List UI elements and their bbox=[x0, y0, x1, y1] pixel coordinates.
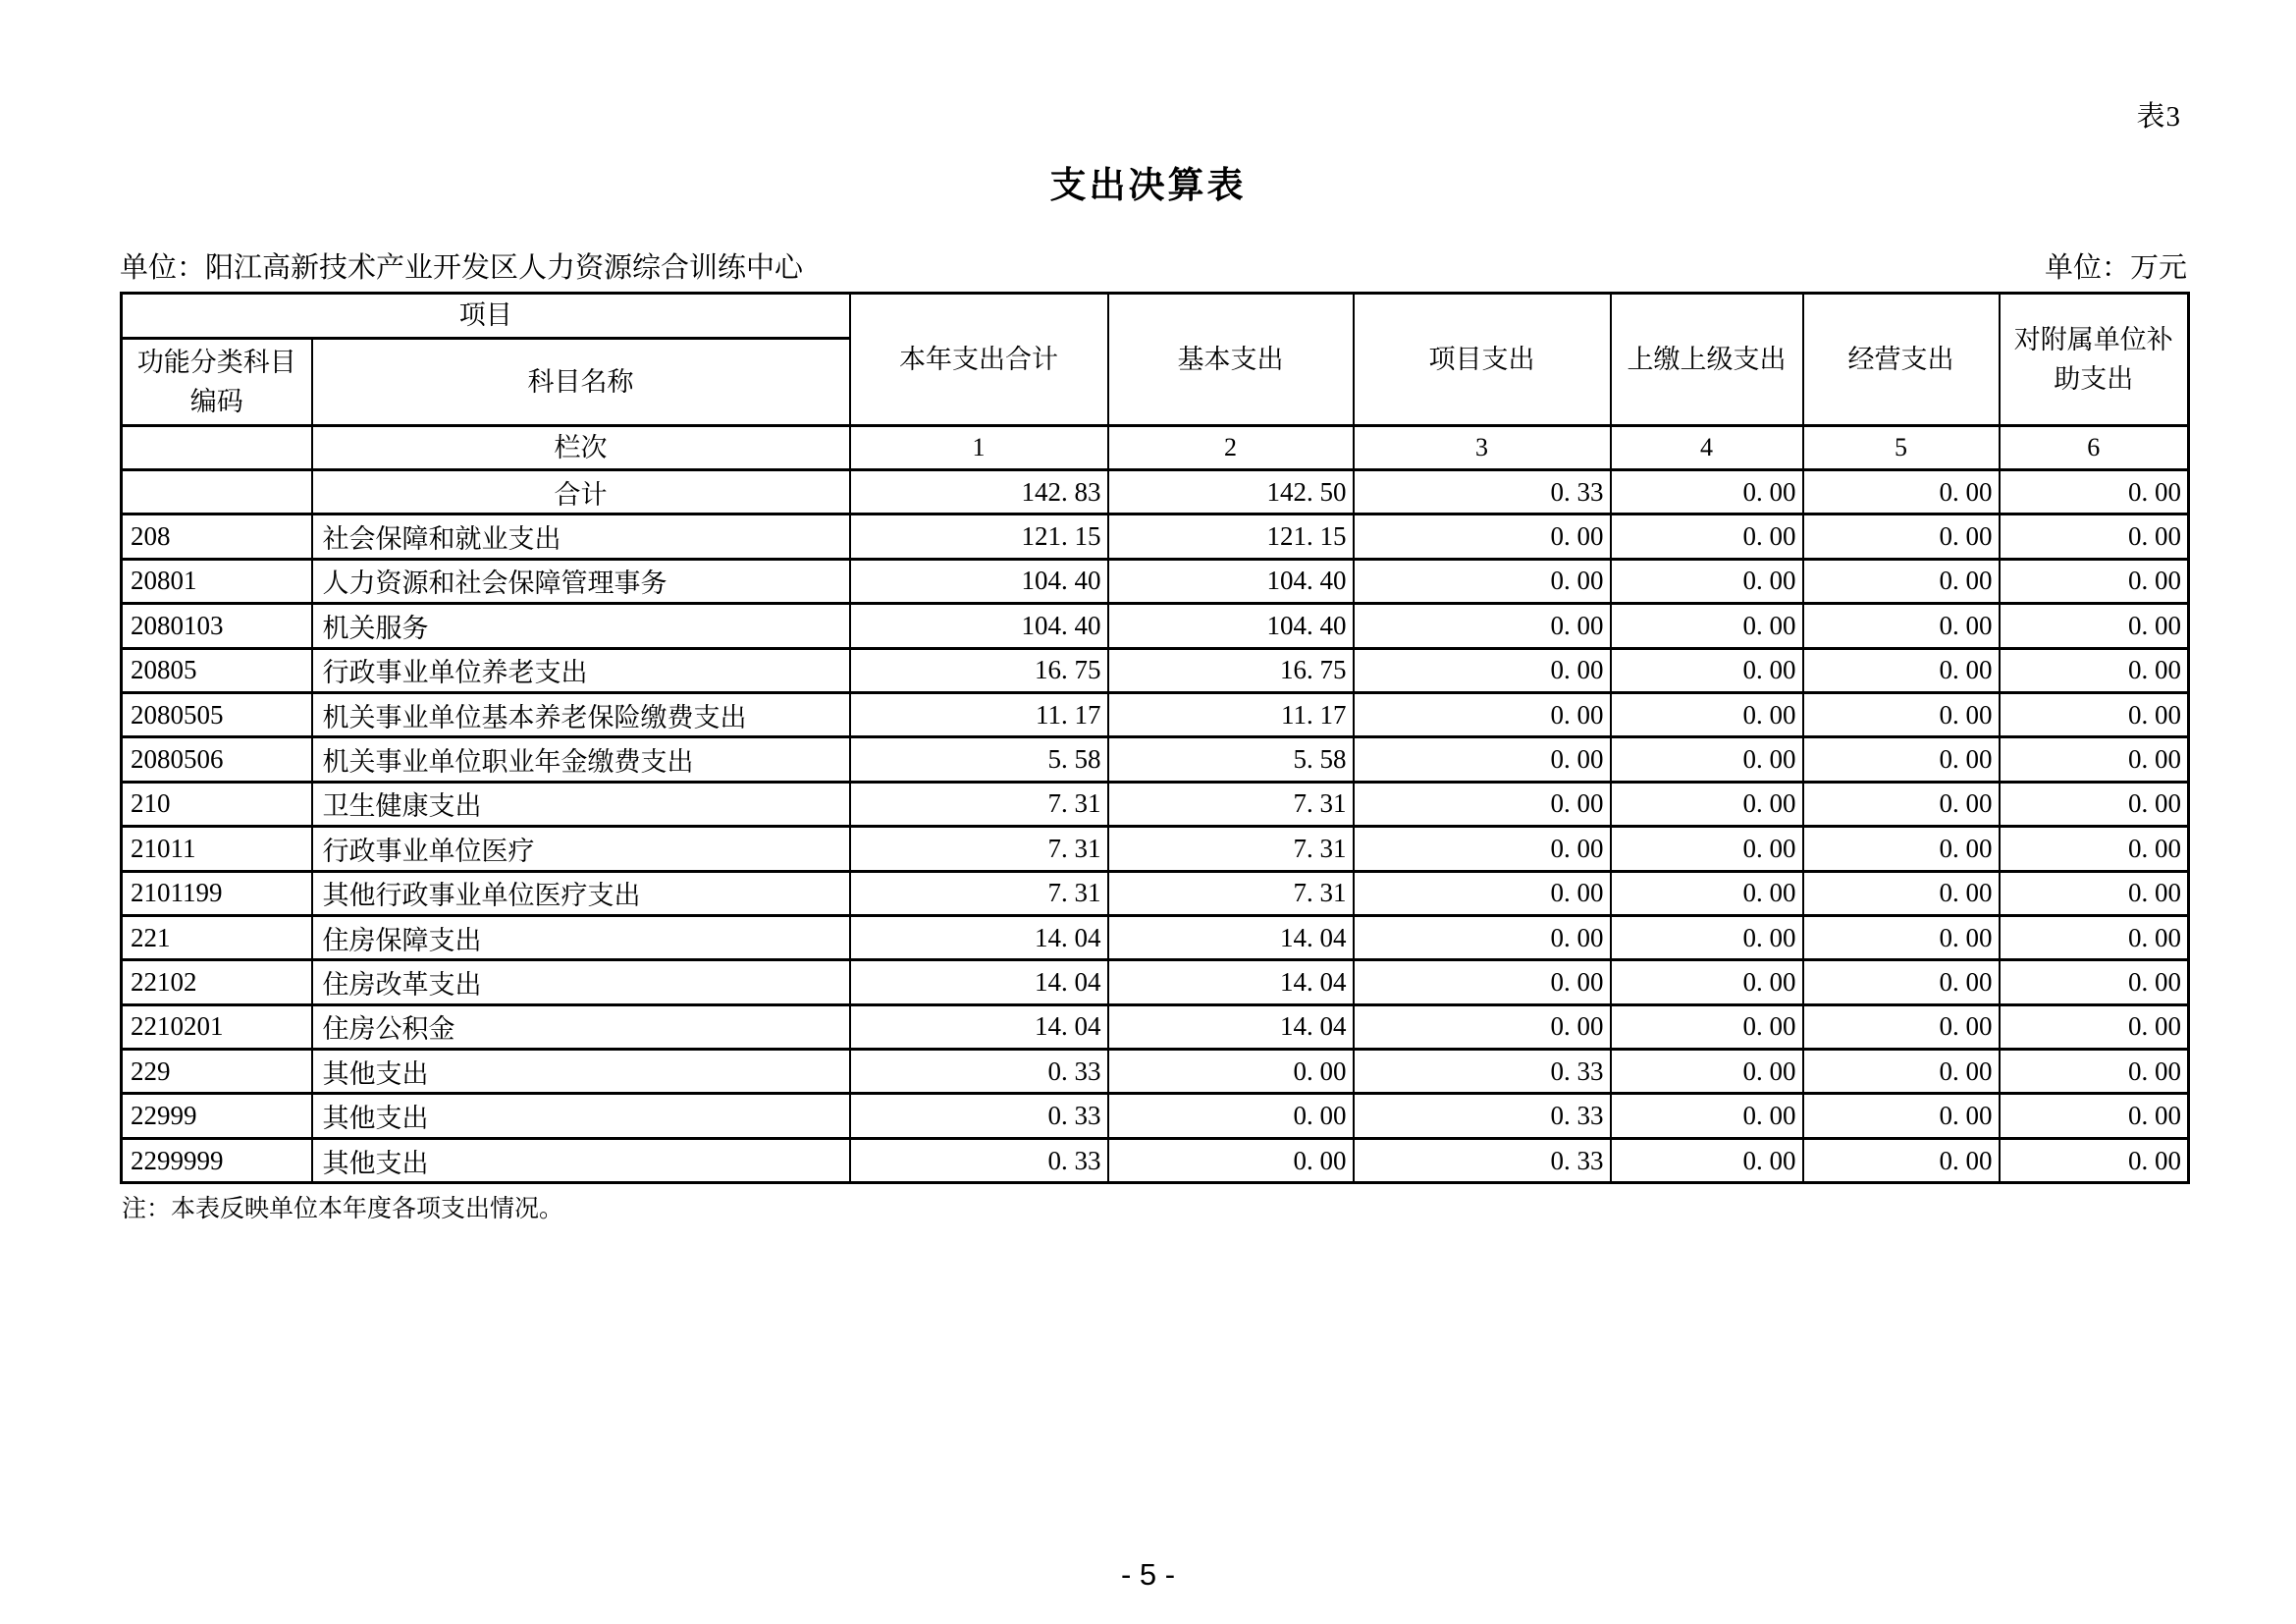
cell-subject-name: 机关事业单位职业年金缴费支出 bbox=[312, 737, 850, 782]
table-row bbox=[122, 648, 2189, 692]
cell-code: 21011 bbox=[122, 827, 312, 871]
unit-row bbox=[120, 245, 2187, 286]
cell-value: 0. 00 bbox=[1611, 782, 1803, 826]
cell-code: 20805 bbox=[122, 648, 312, 692]
cell-value: 0. 00 bbox=[2000, 737, 2189, 782]
cell-value: 0. 00 bbox=[2000, 827, 2189, 871]
cell-subject-name: 住房保障支出 bbox=[312, 915, 850, 959]
header-col-upturn: 上缴上级支出 bbox=[1611, 294, 1803, 426]
header-col-basic: 基本支出 bbox=[1108, 294, 1354, 426]
cell-value: 0. 00 bbox=[1354, 827, 1611, 871]
table-row bbox=[122, 604, 2189, 648]
table-row bbox=[122, 1004, 2189, 1049]
cell-value: 0. 00 bbox=[1803, 692, 2000, 736]
cell-value: 0. 00 bbox=[1611, 960, 1803, 1004]
cell-value: 14. 04 bbox=[850, 960, 1108, 1004]
cell-value: 7. 31 bbox=[1108, 871, 1354, 915]
cell-value: 0. 00 bbox=[1803, 1094, 2000, 1138]
cell-value: 11. 17 bbox=[1108, 692, 1354, 736]
cell-value: 0. 33 bbox=[850, 1094, 1108, 1138]
cell-value: 16. 75 bbox=[850, 648, 1108, 692]
cell-subject-name: 人力资源和社会保障管理事务 bbox=[312, 559, 850, 603]
cell-value: 0. 00 bbox=[1611, 514, 1803, 559]
lanci-number: 2 bbox=[1108, 426, 1354, 470]
cell-value: 0. 33 bbox=[1354, 1094, 1611, 1138]
cell-value: 0. 00 bbox=[1803, 737, 2000, 782]
cell-value: 0. 00 bbox=[1803, 559, 2000, 603]
cell-value: 0. 33 bbox=[850, 1138, 1108, 1182]
cell-value: 0. 00 bbox=[2000, 514, 2189, 559]
cell-value: 0. 00 bbox=[1611, 559, 1803, 603]
cell-value: 0. 00 bbox=[1354, 960, 1611, 1004]
cell-value: 0. 00 bbox=[1803, 960, 2000, 1004]
cell-code: 2080506 bbox=[122, 737, 312, 782]
cell-value: 0. 00 bbox=[1803, 782, 2000, 826]
lanci-empty-cell bbox=[122, 426, 312, 470]
cell-value: 11. 17 bbox=[850, 692, 1108, 736]
cell-value: 0. 00 bbox=[1354, 1004, 1611, 1049]
cell-value: 14. 04 bbox=[1108, 960, 1354, 1004]
table-row bbox=[122, 737, 2189, 782]
cell-subject-name: 行政事业单位医疗 bbox=[312, 827, 850, 871]
table-row bbox=[122, 827, 2189, 871]
cell-subject-name: 其他支出 bbox=[312, 1094, 850, 1138]
cell-value: 0. 00 bbox=[1803, 1138, 2000, 1182]
page-number: - 5 - bbox=[1120, 1557, 1176, 1592]
cell-value: 0. 00 bbox=[2000, 960, 2189, 1004]
cell-value: 0. 00 bbox=[2000, 648, 2189, 692]
lanci-number: 3 bbox=[1354, 426, 1611, 470]
cell-value: 104. 40 bbox=[850, 604, 1108, 648]
table-row bbox=[122, 871, 2189, 915]
cell-value: 0. 33 bbox=[850, 1050, 1108, 1094]
cell-value: 0. 00 bbox=[1611, 915, 1803, 959]
header-col-operating: 经营支出 bbox=[1803, 294, 2000, 426]
header-code: 功能分类科目编码 bbox=[122, 339, 312, 426]
cell-value: 0. 00 bbox=[1354, 648, 1611, 692]
cell-value: 0. 00 bbox=[1803, 871, 2000, 915]
cell-value: 0. 00 bbox=[1803, 648, 2000, 692]
cell-value: 14. 04 bbox=[850, 1004, 1108, 1049]
table-row bbox=[122, 915, 2189, 959]
cell-code: 22999 bbox=[122, 1094, 312, 1138]
cell-value: 0. 00 bbox=[1803, 470, 2000, 514]
lanci-number: 6 bbox=[2000, 426, 2189, 470]
cell-value: 0. 00 bbox=[1354, 737, 1611, 782]
cell-code bbox=[122, 470, 312, 514]
cell-value: 0. 00 bbox=[2000, 1094, 2189, 1138]
page-title: 支出决算表 bbox=[1049, 165, 1247, 205]
table-row bbox=[122, 960, 2189, 1004]
header-col-project-exp: 项目支出 bbox=[1354, 294, 1611, 426]
table-row bbox=[122, 514, 2189, 559]
cell-value: 0. 00 bbox=[1611, 692, 1803, 736]
table-note: 注：本表反映单位本年度各项支出情况。 bbox=[122, 1196, 564, 1222]
cell-subject-name: 机关服务 bbox=[312, 604, 850, 648]
cell-code: 2101199 bbox=[122, 871, 312, 915]
unit-measure-label: 单位：万元 bbox=[2044, 252, 2187, 284]
table-row bbox=[122, 1050, 2189, 1094]
cell-code: 20801 bbox=[122, 559, 312, 603]
cell-value: 5. 58 bbox=[850, 737, 1108, 782]
cell-value: 0. 00 bbox=[2000, 1004, 2189, 1049]
expenditure-table bbox=[120, 292, 2190, 1184]
cell-subject-name: 行政事业单位养老支出 bbox=[312, 648, 850, 692]
cell-value: 0. 00 bbox=[1354, 915, 1611, 959]
cell-value: 0. 00 bbox=[1354, 782, 1611, 826]
table-tag: 表3 bbox=[2136, 101, 2181, 133]
cell-subject-name: 其他行政事业单位医疗支出 bbox=[312, 871, 850, 915]
cell-value: 0. 00 bbox=[2000, 470, 2189, 514]
table-row bbox=[122, 692, 2189, 736]
cell-value: 0. 00 bbox=[1611, 1138, 1803, 1182]
cell-value: 142. 83 bbox=[850, 470, 1108, 514]
cell-value: 142. 50 bbox=[1108, 470, 1354, 514]
cell-value: 0. 33 bbox=[1354, 1138, 1611, 1182]
cell-value: 7. 31 bbox=[850, 782, 1108, 826]
cell-value: 7. 31 bbox=[850, 871, 1108, 915]
cell-value: 0. 00 bbox=[2000, 692, 2189, 736]
cell-value: 16. 75 bbox=[1108, 648, 1354, 692]
cell-value: 0. 00 bbox=[1611, 871, 1803, 915]
cell-value: 0. 00 bbox=[1611, 827, 1803, 871]
cell-subject-name: 住房公积金 bbox=[312, 1004, 850, 1049]
cell-code: 22102 bbox=[122, 960, 312, 1004]
header-row-project bbox=[122, 294, 2189, 339]
cell-value: 0. 00 bbox=[1611, 737, 1803, 782]
cell-value: 0. 00 bbox=[2000, 782, 2189, 826]
cell-value: 0. 00 bbox=[1108, 1050, 1354, 1094]
header-subject-name: 科目名称 bbox=[312, 339, 850, 426]
cell-value: 0. 00 bbox=[1611, 1094, 1803, 1138]
cell-code: 229 bbox=[122, 1050, 312, 1094]
cell-value: 5. 58 bbox=[1108, 737, 1354, 782]
cell-value: 0. 00 bbox=[1611, 1050, 1803, 1094]
header-col-subsidy: 对附属单位补助支出 bbox=[2000, 294, 2189, 426]
cell-subject-name: 其他支出 bbox=[312, 1138, 850, 1182]
cell-value: 0. 00 bbox=[2000, 871, 2189, 915]
cell-code: 2210201 bbox=[122, 1004, 312, 1049]
cell-value: 0. 00 bbox=[1803, 827, 2000, 871]
table-row bbox=[122, 782, 2189, 826]
cell-subject-name: 其他支出 bbox=[312, 1050, 850, 1094]
cell-code: 210 bbox=[122, 782, 312, 826]
cell-code: 2080505 bbox=[122, 692, 312, 736]
lanci-number: 5 bbox=[1803, 426, 2000, 470]
cell-value: 0. 33 bbox=[1354, 470, 1611, 514]
cell-value: 14. 04 bbox=[1108, 1004, 1354, 1049]
cell-code: 208 bbox=[122, 514, 312, 559]
cell-value: 0. 00 bbox=[1108, 1138, 1354, 1182]
cell-value: 121. 15 bbox=[1108, 514, 1354, 559]
cell-code: 2299999 bbox=[122, 1138, 312, 1182]
cell-subject-name: 机关事业单位基本养老保险缴费支出 bbox=[312, 692, 850, 736]
cell-value: 0. 00 bbox=[2000, 604, 2189, 648]
cell-value: 0. 00 bbox=[1803, 604, 2000, 648]
table-row bbox=[122, 470, 2189, 514]
unit-name-label: 单位：阳江高新技术产业开发区人力资源综合训练中心 bbox=[120, 252, 804, 284]
cell-value: 104. 40 bbox=[850, 559, 1108, 603]
cell-code: 221 bbox=[122, 915, 312, 959]
cell-value: 0. 00 bbox=[1803, 514, 2000, 559]
cell-subject-name: 卫生健康支出 bbox=[312, 782, 850, 826]
cell-value: 0. 00 bbox=[1108, 1094, 1354, 1138]
cell-value: 14. 04 bbox=[1108, 915, 1354, 959]
cell-value: 0. 00 bbox=[1803, 1004, 2000, 1049]
lanci-label: 栏次 bbox=[312, 426, 850, 470]
cell-value: 0. 00 bbox=[1803, 1050, 2000, 1094]
cell-value: 14. 04 bbox=[850, 915, 1108, 959]
cell-value: 0. 00 bbox=[1354, 514, 1611, 559]
cell-value: 0. 00 bbox=[2000, 559, 2189, 603]
cell-value: 0. 00 bbox=[1354, 559, 1611, 603]
lanci-number: 4 bbox=[1611, 426, 1803, 470]
cell-value: 0. 00 bbox=[2000, 1138, 2189, 1182]
cell-value: 7. 31 bbox=[850, 827, 1108, 871]
table-row bbox=[122, 1094, 2189, 1138]
cell-subject-name: 住房改革支出 bbox=[312, 960, 850, 1004]
cell-value: 104. 40 bbox=[1108, 604, 1354, 648]
header-row-lanci bbox=[122, 426, 2189, 470]
cell-code: 2080103 bbox=[122, 604, 312, 648]
header-col-total: 本年支出合计 bbox=[850, 294, 1108, 426]
cell-value: 104. 40 bbox=[1108, 559, 1354, 603]
cell-value: 0. 00 bbox=[1354, 692, 1611, 736]
cell-value: 0. 00 bbox=[2000, 1050, 2189, 1094]
cell-value: 0. 00 bbox=[1611, 604, 1803, 648]
cell-value: 0. 00 bbox=[1354, 871, 1611, 915]
cell-subject-name: 合计 bbox=[312, 470, 850, 514]
cell-value: 0. 33 bbox=[1354, 1050, 1611, 1094]
cell-value: 0. 00 bbox=[2000, 915, 2189, 959]
lanci-number: 1 bbox=[850, 426, 1108, 470]
header-project: 项目 bbox=[122, 294, 850, 339]
table-row bbox=[122, 1138, 2189, 1182]
cell-value: 0. 00 bbox=[1354, 604, 1611, 648]
cell-value: 0. 00 bbox=[1611, 648, 1803, 692]
cell-value: 7. 31 bbox=[1108, 827, 1354, 871]
cell-value: 7. 31 bbox=[1108, 782, 1354, 826]
table-body bbox=[122, 470, 2189, 1183]
cell-value: 0. 00 bbox=[1803, 915, 2000, 959]
cell-value: 0. 00 bbox=[1611, 1004, 1803, 1049]
table-row bbox=[122, 559, 2189, 603]
cell-subject-name: 社会保障和就业支出 bbox=[312, 514, 850, 559]
cell-value: 121. 15 bbox=[850, 514, 1108, 559]
cell-value: 0. 00 bbox=[1611, 470, 1803, 514]
